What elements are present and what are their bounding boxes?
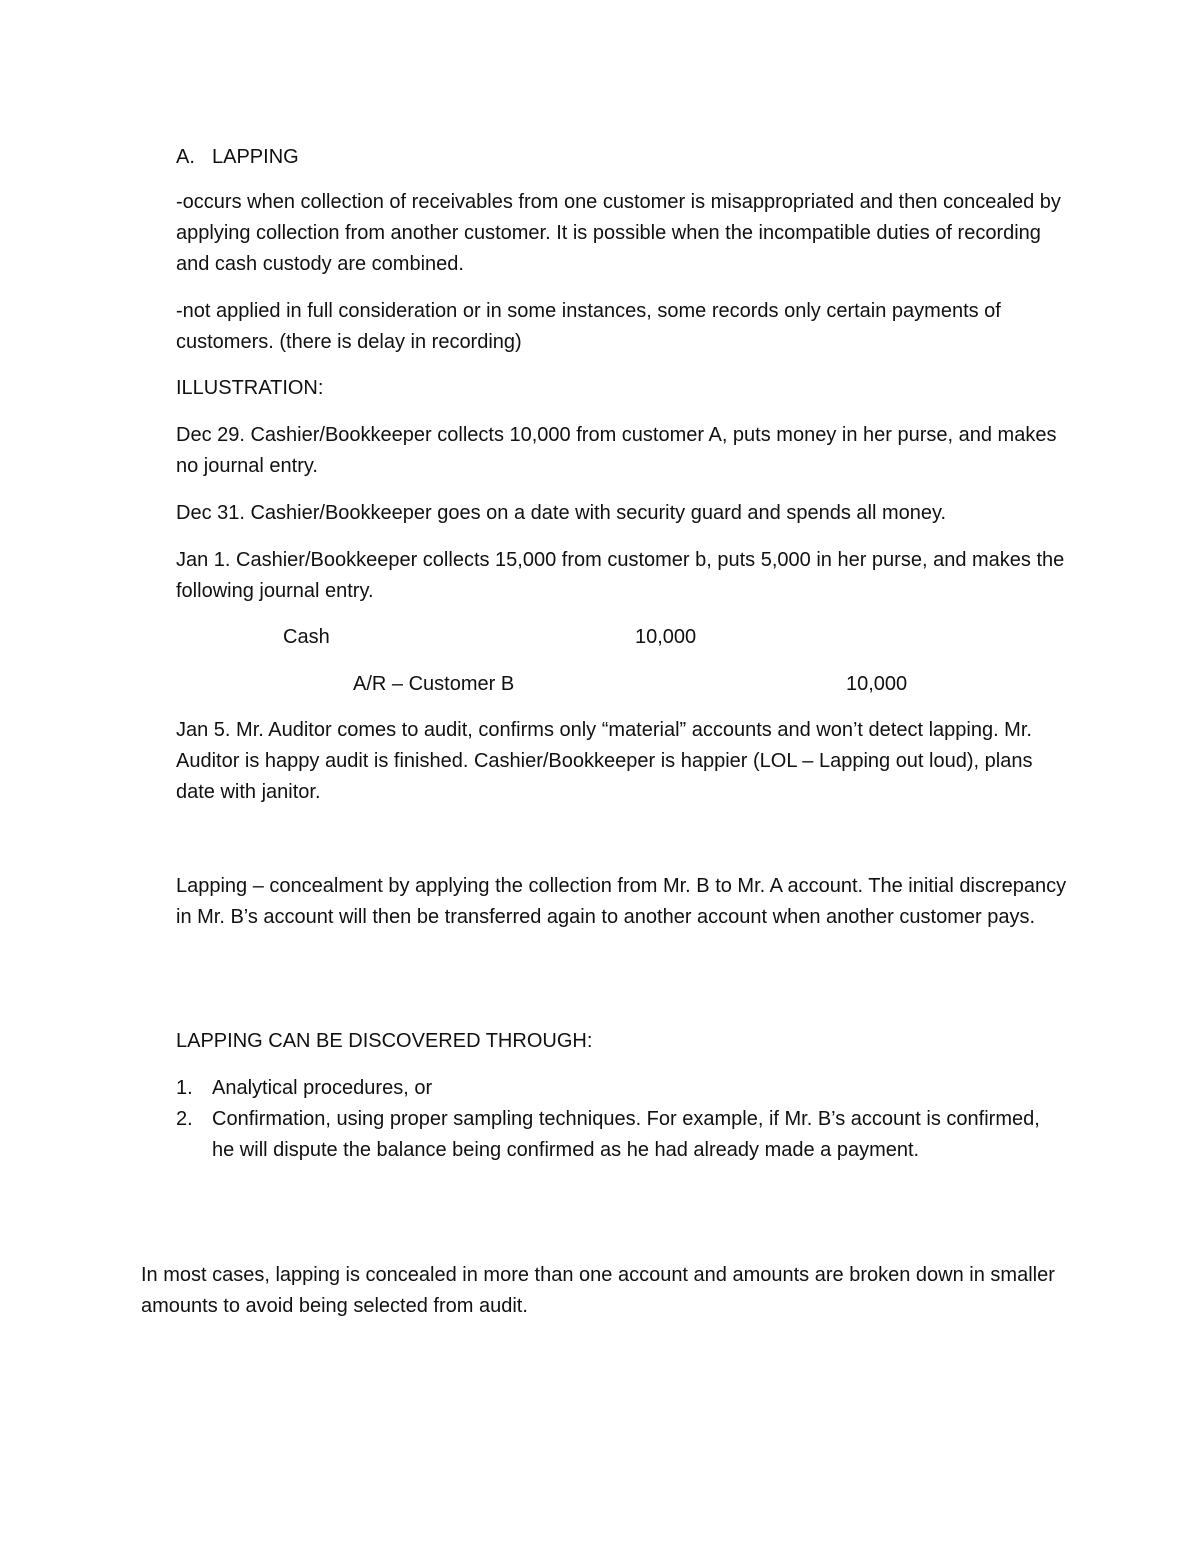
lapping-explained-paragraph: Lapping – concealment by applying the collection from Mr. B to Mr. A account. The initial discrepancy in Mr. B’s account will then be transferred again to another account when another customer pays. [176, 875, 1067, 928]
dec31-paragraph: Dec 31. Cashier/Bookkeeper goes on a date with security guard and spends all money. [176, 502, 947, 524]
illustration-label: ILLUSTRATION: [176, 377, 324, 399]
section-title: LAPPING [212, 146, 299, 168]
definition-paragraph: -occurs when collection of receivables from one customer is misappropriated and then concealed by applying collection from another customer. It is possible when the incompatible duties of recording and cash custody are combined. [176, 191, 1061, 275]
jan5-paragraph: Jan 5. Mr. Auditor comes to audit, confirms only “material” accounts and won’t detect lapping. Mr. Auditor is happy audit is finished. Cashier/Bookkeeper is happier (LOL – Lapping out loud), plans date with janitor. [176, 719, 1033, 803]
journal-credit-account: A/R – Customer B [353, 673, 515, 695]
discovered-heading: LAPPING CAN BE DISCOVERED THROUGH: [176, 1030, 593, 1052]
list-item-text: Confirmation, using proper sampling techniques. For example, if Mr. B’s account is confirmed, he will dispute the balance being confirmed as he had already made a payment. [212, 1108, 1040, 1161]
list-item-text: Analytical procedures, or [212, 1077, 433, 1099]
journal-debit-amount: 10,000 [635, 626, 697, 648]
jan1-paragraph: Jan 1. Cashier/Bookkeeper collects 15,000 from customer b, puts 5,000 in her purse, and makes the following journal entry. [176, 549, 1065, 602]
journal-debit-account: Cash [283, 626, 330, 648]
journal-credit-amount: 10,000 [846, 673, 908, 695]
list-item-number: 2. [176, 1108, 193, 1130]
note-paragraph: -not applied in full consideration or in some instances, some records only certain payments of customers. (there is delay in recording) [176, 300, 1001, 353]
section-letter: A. [176, 146, 195, 168]
list-item-number: 1. [176, 1077, 193, 1099]
conclusion-paragraph: In most cases, lapping is concealed in more than one account and amounts are broken down in smaller amounts to avoid being selected from audit. [141, 1264, 1055, 1317]
dec29-paragraph: Dec 29. Cashier/Bookkeeper collects 10,000 from customer A, puts money in her purse, and makes no journal entry. [176, 424, 1057, 477]
